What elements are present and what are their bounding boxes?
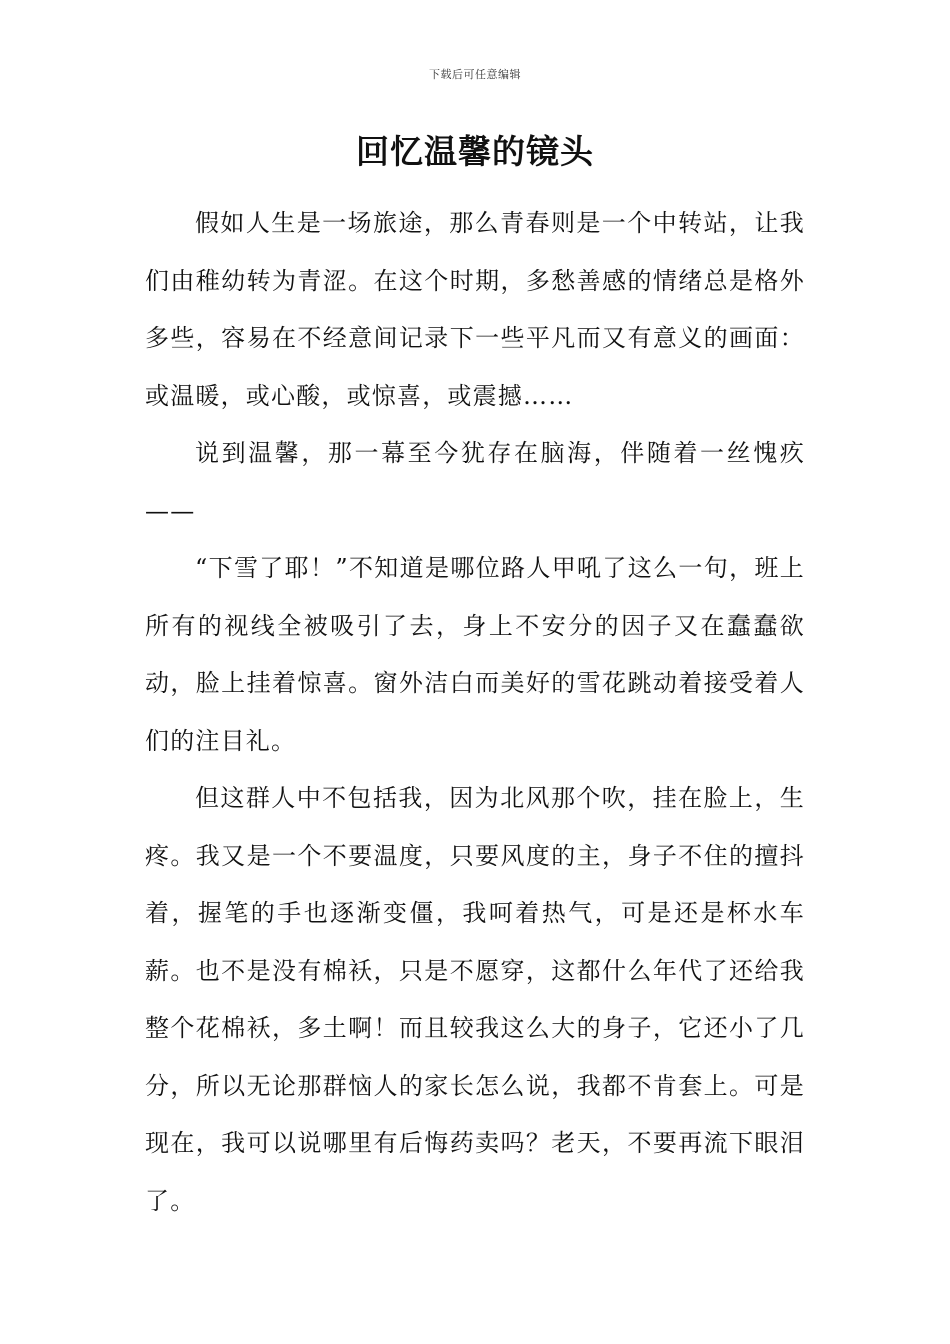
document-title: 回忆温馨的镜头 [356, 132, 594, 171]
paragraph-4: 但这群人中不包括我，因为北风那个吹，挂在脸上，生疼。我又是一个不要温度，只要风度的主，身子不住的擅抖着，握笔的手也逐渐变僵，我呵着热气，可是还是杯水车薪。也不是没有棉袄，只是不愿穿，这都什么年代了还给我整个花棉袄，多土啊！而且较我这么大的身子，它还小了几分，所以无论那群恼人的家长怎么说，我都不肯套上。可是现在，我可以说哪里有后悔药卖吗？老天，不要再流下眼泪了。 [145, 784, 805, 1215]
paragraph-3: “下雪了耶！”不知道是哪位路人甲吼了这么一句，班上所有的视线全被吸引了去，身上不安分的因子又在蠢蠢欲动，脸上挂着惊喜。窗外洁白而美好的雪花跳动着接受着人们的注目礼。 [145, 554, 805, 755]
document-body [145, 195, 805, 1230]
header-note: 下载后可任意编辑 [429, 68, 521, 81]
paragraph-1: 假如人生是一场旅途，那么青春则是一个中转站，让我们由稚幼转为青涩。在这个时期，多愁善感的情绪总是格外多些，容易在不经意间记录下一些平凡而又有意义的画面：或温暖，或心酸，或惊喜，或震撼…… [145, 209, 805, 410]
paragraph-2: 说到温馨，那一幕至今犹存在脑海，伴随着一丝愧疚—— [145, 439, 805, 525]
